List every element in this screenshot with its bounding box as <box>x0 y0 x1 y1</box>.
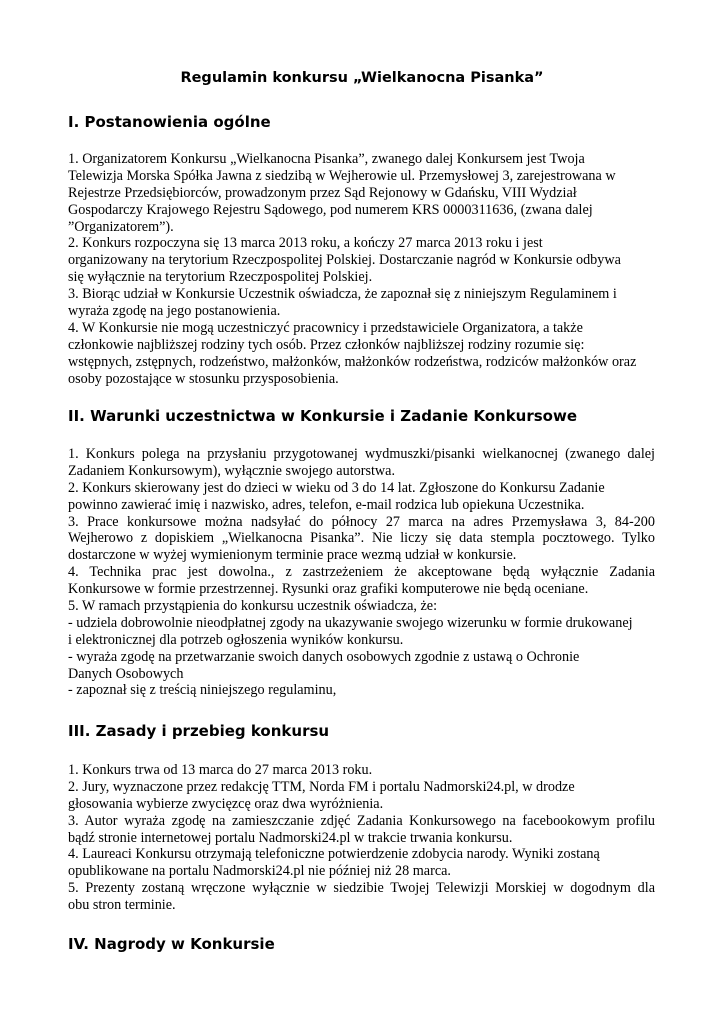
section-body-2 <box>68 446 655 699</box>
text-line: 1. Konkurs trwa od 13 marca do 27 marca 2013 roku. <box>68 762 373 778</box>
text-line: 2. Konkurs skierowany jest do dzieci w wieku od 3 do 14 lat. Zgłoszone do Konkursu Zadanie <box>68 479 605 496</box>
text-line: wyraża zgodę na jego postanowienia. <box>68 303 281 320</box>
text-line: Gospodarczy Krajowego Rejestru Sądowego, pod numerem KRS 0000311636, (zwana dalej <box>68 201 593 218</box>
section-body-1 <box>68 151 655 387</box>
text-line: osoby pozostające w stosunku przysposobienia. <box>68 370 339 387</box>
text-line: i elektronicznej dla potrzeb ogłoszenia wyników konkursu. <box>68 631 404 648</box>
text-line: - udziela dobrowolnie nieodpłatnej zgody na ukazywanie swojego wizerunku w formie drukowanej <box>68 614 633 631</box>
text-line: członkowie najbliższej rodziny tych osób. Przez członków najbliższej rodziny rozumie się: <box>68 336 585 353</box>
text-line: 3. Biorąc udział w Konkursie Uczestnik oświadcza, że zapoznał się z niniejszym Regulaminem i <box>68 286 617 303</box>
text-line: 5. W ramach przystąpienia do konkursu uczestnik oświadcza, że: <box>68 598 438 615</box>
text-line: organizowany na terytorium Rzeczpospolitej Polskiej. Dostarczanie nagród w Konkursie odbywa <box>68 252 621 269</box>
text-line: - zapoznał się z treścią niniejszego regulaminu, <box>68 682 337 699</box>
text-line: 5. Prezenty zostaną wręczone wyłącznie w siedzibie Twojej Telewizji Morskiej w dogodnym dla <box>68 880 655 897</box>
text-line: wstępnych, zstępnych, rodzeństwo, małżonków, małżonków rodzeństwa, rodziców małżonków oraz <box>68 353 637 370</box>
text-line: - wyraża zgodę na przetwarzanie swoich danych osobowych zgodnie z ustawą o Ochronie <box>68 648 580 665</box>
section-heading-3: III. Zasady i przebieg konkursu <box>68 722 330 740</box>
text-line: 1. Konkurs polega na przysłaniu przygotowanej wydmuszki/pisanki wielkanocnej (zwanego dalej <box>68 446 655 462</box>
section-heading-4: IV. Nagrody w Konkursie <box>68 935 275 953</box>
text-line: się wyłącznie na terytorium Rzeczpospolitej Polskiej. <box>68 269 373 286</box>
text-line: Konkursowe w formie przestrzennej. Rysunki oraz grafiki komputerowe nie będą oceniane. <box>68 581 589 598</box>
text-line: Telewizja Morska Spółka Jawna z siedzibą w Wejherowie ul. Przemysłowej 3, zarejestrowana w <box>68 167 616 184</box>
text-line: 2. Konkurs rozpoczyna się 13 marca 2013 roku, a kończy 27 marca 2013 roku i jest <box>68 235 543 252</box>
text-line: obu stron terminie. <box>68 897 176 914</box>
text-line: 4. Laureaci Konkursu otrzymają telefoniczne potwierdzenie zdobycia narody. Wyniki zostaną <box>68 846 600 863</box>
text-line: bądź stronie internetowej portalu Nadmorski24.pl w trakcie trwania konkursu. <box>68 829 513 846</box>
text-line: 1. Organizatorem Konkursu „Wielkanocna Pisanka”, zwanego dalej Konkursem jest Twoja <box>68 151 585 167</box>
text-line: opublikowane na portalu Nadmorski24.pl nie później niż 28 marca. <box>68 863 451 880</box>
section-body-3 <box>68 762 655 914</box>
text-line: Wejherowo z dopiskiem „Wielkanocna Pisanka”. Nie liczy się data stempla pocztowego. Tylko <box>68 530 655 547</box>
text-line: dostarczone w wyżej wymienionym terminie prace wezmą udział w konkursie. <box>68 547 517 564</box>
text-line: 3. Prace konkursowe można nadsyłać do północy 27 marca na adres Przemysława 3, 84-200 <box>68 513 655 530</box>
text-line: Zadaniem Konkursowym), wyłącznie swojego autorstwa. <box>68 462 396 479</box>
text-line: 2. Jury, wyznaczone przez redakcję TTM, Norda FM i portalu Nadmorski24.pl, w drodze <box>68 778 575 795</box>
text-line: Danych Osobowych <box>68 665 184 682</box>
section-heading-2: II. Warunki uczestnictwa w Konkursie i Zadanie Konkursowe <box>68 407 578 425</box>
text-line: 4. W Konkursie nie mogą uczestniczyć pracownicy i przedstawiciele Organizatora, a także <box>68 319 583 336</box>
text-line: 4. Technika prac jest dowolna., z zastrzeżeniem że akceptowane będą wyłącznie Zadania <box>68 564 655 581</box>
text-line: głosowania wybierze zwycięzcę oraz dwa wyróżnienia. <box>68 795 384 812</box>
section-heading-1: I. Postanowienia ogólne <box>68 113 271 131</box>
text-line: Rejestrze Przedsiębiorców, prowadzonym przez Sąd Rejonowy w Gdańsku, VIII Wydział <box>68 184 577 201</box>
text-line: powinno zawierać imię i nazwisko, adres, telefon, e-mail rodzica lub opiekuna Uczestnika. <box>68 496 585 513</box>
text-line: 3. Autor wyraża zgodę na zamieszczanie zdjęć Zadania Konkursowego na facebookowym profilu <box>68 812 655 829</box>
document-title: Regulamin konkursu „Wielkanocna Pisanka” <box>180 70 544 86</box>
text-line: ”Organizatorem”). <box>68 218 174 235</box>
